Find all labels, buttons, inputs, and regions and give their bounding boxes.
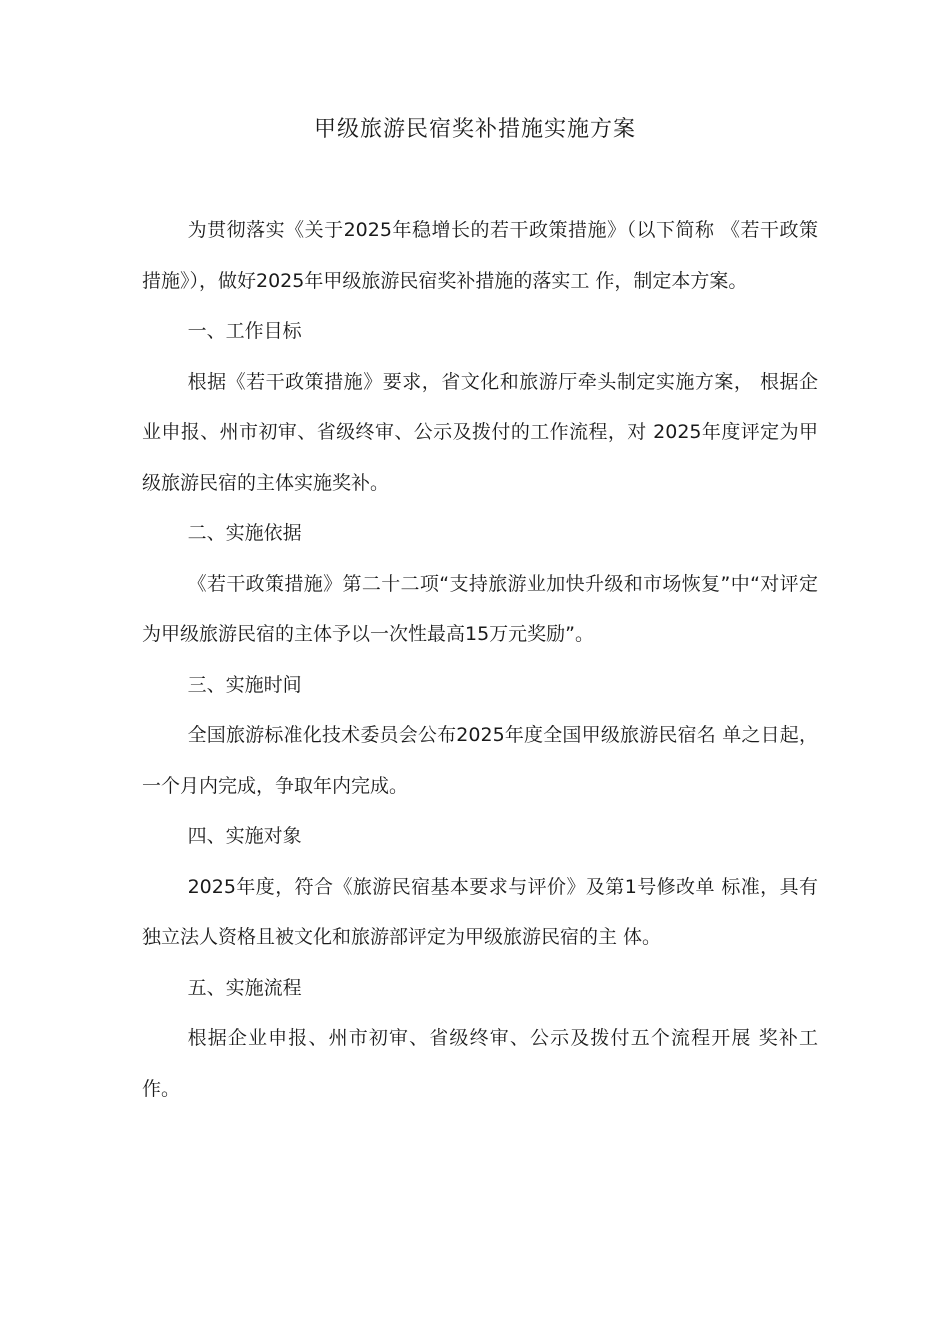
section-heading-targets: 四、实施对象 (187, 825, 302, 847)
section-heading-process: 五、实施流程 (187, 976, 302, 999)
document-body (142, 205, 818, 1114)
section-heading-basis: 二、实施依据 (187, 522, 302, 544)
section-heading-timing: 三、实施时间 (187, 673, 302, 696)
targets-paragraph: 2025年度，符合《旅游民宿基本要求与评价》及第1号修改单 标准，具有独立法人资格且被文化和旅游部评定为甲级旅游民宿的主 体。 (142, 875, 818, 948)
goals-paragraph: 根据《若干政策措施》要求，省文化和旅游厅牵头制定实施方案， 根据企业申报、州市初审、省级终审、公示及拨付的工作流程，对 2025年度评定为甲级旅游民宿的主体实施奖补。 (142, 370, 818, 494)
process-paragraph: 根据企业申报、州市初审、省级终审、公示及拨付五个流程开展 奖补工作。 (142, 1027, 818, 1100)
intro-paragraph: 为贯彻落实《关于2025年稳增长的若干政策措施》（以下简称 《若干政策措施》），做好2025年甲级旅游民宿奖补措施的落实工 作，制定本方案。 (142, 219, 818, 292)
document-title: 甲级旅游民宿奖补措施实施方案 (313, 117, 636, 142)
basis-paragraph: 《若干政策措施》第二十二项“支持旅游业加快升级和市场恢复”中“对评定为甲级旅游民宿的主体予以一次性最高15万元奖励”。 (142, 572, 818, 645)
section-heading-goals: 一、工作目标 (187, 320, 302, 342)
timing-paragraph: 全国旅游标准化技术委员会公布2025年度全国甲级旅游民宿名 单之日起，一个月内完成，争取年内完成。 (142, 724, 818, 797)
